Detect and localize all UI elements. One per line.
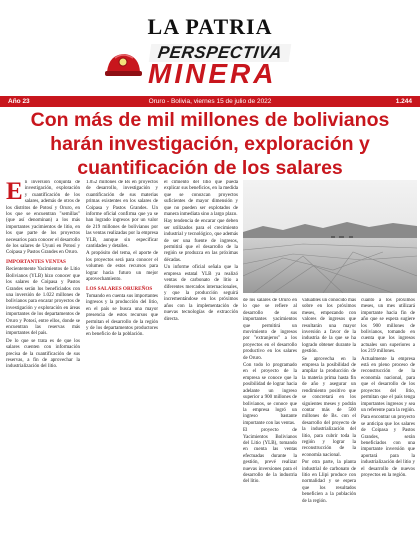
column-3-paragraph: el cimiento del litio que pueda explicar sus beneficios, en la medida que se conozcan proyectos suficientes de mayor dimensión y que no pueden ser explotados de manera inmediata sino a largo plazo. [164,180,238,218]
column-2-paragraph: Tomando en cuenta sus importantes ingresos y la producción del litio, en el país se busca una mayor presencia de estos recursos que permitan el desarrollo de la región y de los departamentos productores en beneficio de la población. [86,293,158,338]
column-5-paragraph: Por otra parte, la planta industrial de carbonato de litio en Llipi produce con normalidad y se espera que los resultados beneficien a la población de la región. [302,460,356,504]
column-1-paragraph: De lo que se trata es de que los salares cuenten con información precisa de la cuantificación de sus reservas, a fin de aprovechar la industrialización del litio. [6,338,80,370]
column-1-subhead: IMPORTANTES VENTAS [6,258,66,265]
text-column-2 [86,180,158,530]
issue-number: 1.244 [395,98,412,105]
column-6-paragraph: Actualmente la empresa está en pleno proceso de reconstrucción de la economía nacional, para que el desarrollo de los proyectos del litio, permitan que el país tenga importantes ingresos y sea un referente para la región. [361,356,415,413]
miner-helmet-icon [103,50,143,80]
column-1-paragraph: En inversión conjunta de investigación, exploración y cuantificación de los salares, además de otros de los distritos de Potosí y Oruro, en los que se encuentran "semillas" (que así denominan) a los más importantes yacimientos de litio, en los que parte de los proyectos necesarios para conocer el desarrollo de los salares de Uyuni en Potosí y Coipasa y Pastos Grandes en Oruro. [6,180,80,256]
text-column-6 [361,298,415,530]
issue-info-bar [0,96,420,107]
headline-line-2: harán investigación, exploración y [50,133,370,155]
salt-flat-photo [243,180,417,293]
column-5-paragraph: Se aprovecha en la empresa la posibilidad de ampliar la producción de la materia prima hasta fin de año y asegurar un rendimiento positivo que se concretará en los siguientes meses y podrán contar más de 500 millones de Bs. con el desarrollo del proyecto de la industrialización del litio, para cubrir toda la región y lograr la reconstrucción de la economía nacional. [302,356,356,458]
column-6-paragraph: Para encontrar un proyecto se anticipa que los salares de Coipasa y Pastos Grandes, serán beneficiados con una importante inversión que aportará para la industrialización del litio y el desarrollo de nuevos proyectos en la región. [361,415,415,478]
issue-date-place: Oruro - Bolivia, viernes 15 de julio de 2022 [148,98,272,105]
column-4-paragraph: de los salares de Oruro en lo que se refiere al desarrollo de sus importantes yacimientos que permitirá un movimiento de ingresos por "extranjeros" a los proyectos en el desarrollo productivo en los salares de Oruro. [243,298,297,361]
column-3-paragraph: Un informe oficial señala que la empresa estatal YLB ya realizó ventas de carbonato de litio a diferentes mercados internacionales, y que la producción seguirá incrementándose en los próximos años con la implementación de nuevas tecnologías de extracción directa. [164,265,238,322]
headline-line-1: Con más de mil millones de bolivianos [30,109,390,131]
column-4-paragraph: El proyecto de Yacimientos Bolivianos del Litio (YLB), tomando en cuenta las ventas efectuadas durante la gestión, prevé realizar nuevas inversiones para el desarrollo de la industria del litio. [243,428,297,485]
column-1-paragraph: Recientemente Yacimientos de Litio Bolivianos (YLB) hizo conocer que los salares de Coipasa y Pastos Grandes serán los beneficiados con una inversión de 1.022 millones de bolivianos para encarar proyectos de investigación y exploración en áreas importantes de los departamentos de Oruro y Potosí, entre ellos, donde se encuentran las reservas más importantes del país. [6,267,80,337]
text-column-5 [302,298,356,530]
text-column-3 [164,180,238,530]
column-2-subhead: LOS SALARES ORUREÑOS [86,285,153,292]
column-2-paragraph: A propósito del tema, el aporte de los proyectos será para conocer el volumen de estos recursos para lograr hacia futuro un mejor aprovechamiento. [86,251,158,283]
supplement-title-bottom: MINERA [148,58,277,89]
dropcap: E [6,180,23,205]
column-4-paragraph: Con todo lo programado en el proyecto de la empresa se conoce que la posibilidad de lograr hacia adelante un ingreso superior a 900 millones de bolivianos, se conoce que la empresa logró un ingreso bastante importante con las ventas. [243,363,297,426]
column-2-paragraph: 1.052 millones de Bs en proyectos de desarrollo, investigación y cuantificación de sus materias primas existentes en los salares de Coipasa y Pastos Grandes. Un informe oficial confirma que ya se han logrado ingresos por un valor de 219 millones de bolivianos por las ventas realizadas por la empresa YLB, aunque sin especificar cantidades y detalles. [86,180,158,250]
headline-line-3: cuantificación de los salares [77,157,343,179]
masthead [0,0,420,96]
column-3-paragraph: Hay tendencia de encarar que deben ser utilizados para el crecimiento industrial y tecnológico, que además de ser una fuente de ingresos, permitirá que el desarrollo de la región se produzca en las próximas décadas. [164,219,238,263]
supplement-title-top: PERSPECTIVA [149,44,292,62]
newspaper-name: LA PATRIA [147,14,273,39]
text-column-4 [243,298,297,530]
article-headline [6,108,414,180]
column-6-paragraph: cuanto a los próximos meses, un mes utilizará importante hacia fin de año que se espera sugiere los 900 millones de bolivianos, tomando en cuenta que los ingresos actuales son superiores a los 219 millones. [361,298,415,355]
issue-year: Año 23 [8,98,30,105]
text-column-1 [6,180,80,530]
column-5-paragraph: valuables un conocido más sobre en los próximos meses, empezando con valores de ingresos que resultarán una mayor inversión a favor de la industria de la que se ha logrado obtener durante la gestión. [302,298,356,355]
